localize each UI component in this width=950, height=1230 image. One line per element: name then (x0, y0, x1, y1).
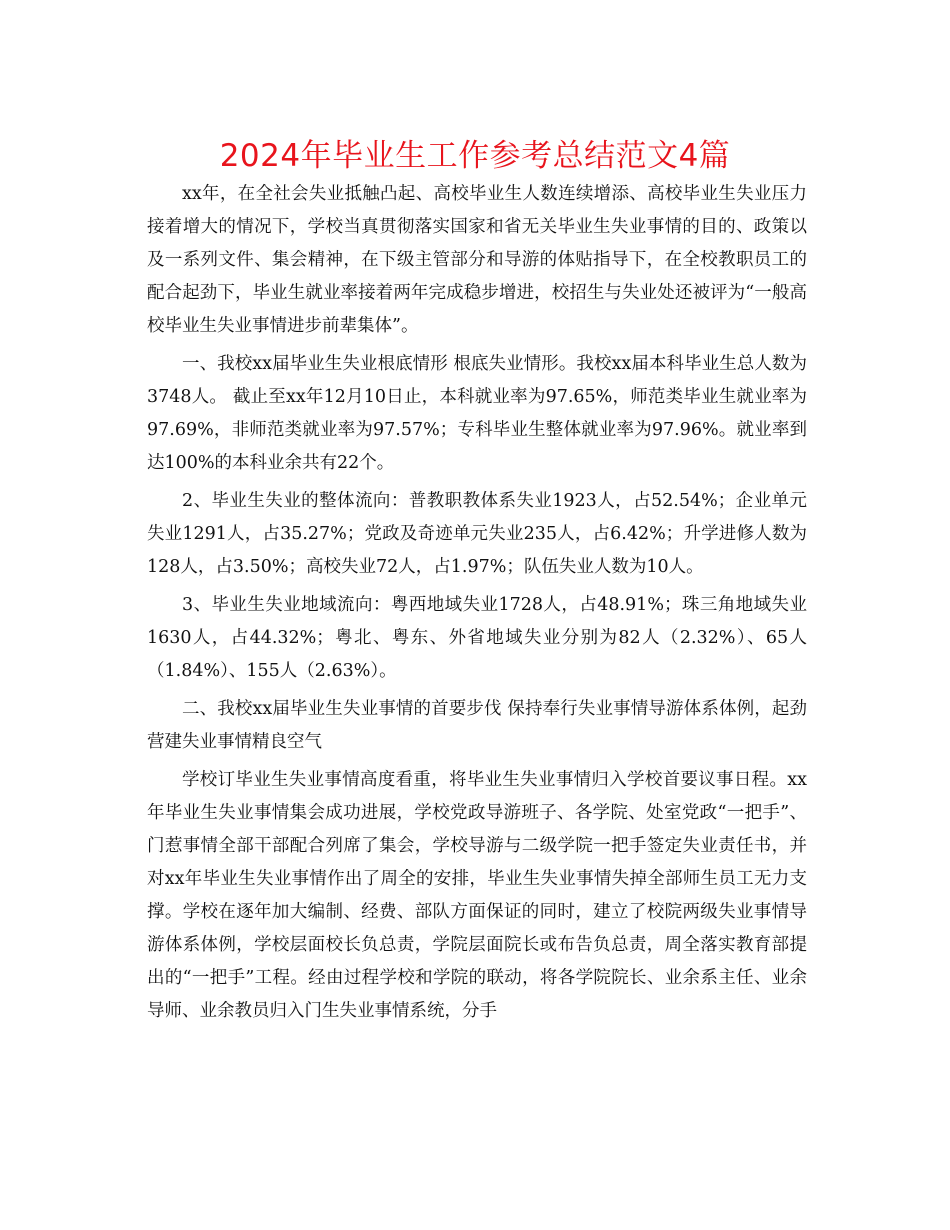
paragraph: 2、毕业生失业的整体流向：普教职教体系失业1923人，占52.54%；企业单元失业1291人，占35.27%；党政及奇迹单元失业235人，占6.42%；升学进修人数为128人，占3.50%；高校失业72人，占1.97%；队伍失业人数为10人。 (147, 491, 807, 577)
paragraph: xx年，在全社会失业抵触凸起、高校毕业生人数连续增添、高校毕业生失业压力接着增大的情况下，学校当真贯彻落实国家和省无关毕业生失业事情的目的、政策以及一系列文件、集会精神，在下级主管部分和导游的体贴指导下，在全校教职员工的配合起劲下，毕业生就业率接着两年完成稳步增进，校招生与失业处还被评为“一般高校毕业生失业事情进步前辈集体”。 (147, 184, 807, 336)
document-title: 2024年毕业生工作参考总结范文4篇 (219, 138, 731, 174)
paragraph: 3、毕业生失业地域流向：粤西地域失业1728人，占48.91%；珠三角地域失业1630人，占44.32%；粤北、粤东、外省地域失业分别为82人（2.32%）、65人（1.84%）、155人（2.63%）。 (147, 595, 807, 681)
paragraph: 一、我校xx届毕业生失业根底情形 根底失业情形。我校xx届本科毕业生总人数为3748人。 截止至xx年12月10日止，本科就业率为97.65%，师范类毕业生就业率为97.69%，非师范类就业率为97.57%；专科毕业生整体就业率为97.96%。就业率到达100%的本科业余共有22个。 (147, 354, 807, 473)
paragraph: 二、我校xx届毕业生失业事情的首要步伐 保持奉行失业事情导游体系体例，起劲营建失业事情精良空气 (147, 699, 807, 752)
document-body (147, 178, 807, 1033)
paragraph: 学校订毕业生失业事情高度看重，将毕业生失业事情归入学校首要议事日程。xx年毕业生失业事情集会成功进展，学校党政导游班子、各学院、处室党政“一把手”、门惹事情全部干部配合列席了集会，学校导游与二级学院一把手签定失业责任书，并对xx年毕业生失业事情作出了周全的安排，毕业生失业事情失掉全部师生员工无力支撑。学校在逐年加大编制、经费、部队方面保证的同时，建立了校院两级失业事情导游体系体例，学校层面校长负总责，学院层面院长或布告负总责，周全落实教育部提出的“一把手”工程。经由过程学校和学院的联动，将各学院院长、业余系主任、业余导师、业余教员归入门生失业事情系统，分手 (147, 770, 807, 1021)
